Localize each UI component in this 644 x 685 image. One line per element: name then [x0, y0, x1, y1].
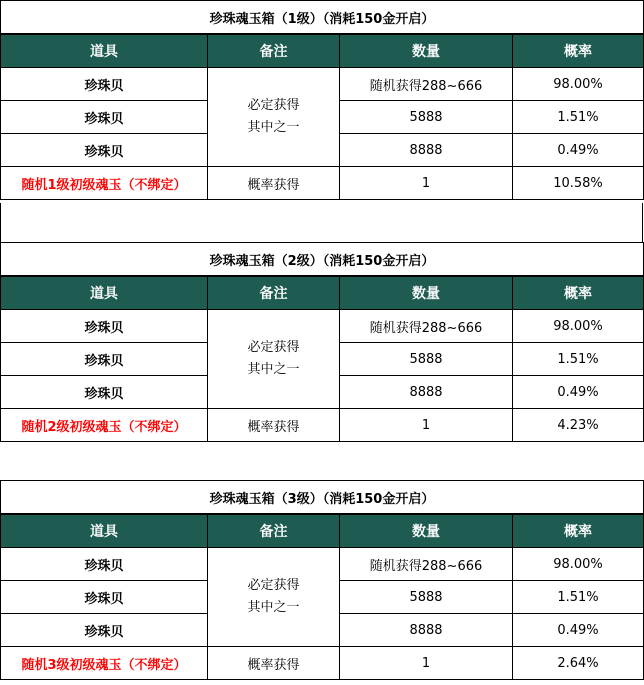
- header-note: 备注: [208, 514, 340, 548]
- note-line-2: 其中之一: [247, 120, 300, 135]
- header-quantity: 数量: [340, 514, 513, 548]
- header-probability: 概率: [513, 34, 644, 68]
- probability-cell: 0.49%: [513, 614, 644, 647]
- probability-cell: 98.00%: [513, 310, 644, 343]
- probability-cell: 0.49%: [513, 376, 644, 409]
- reward-table-1: [0, 0, 643, 200]
- note-line-1: 必定获得: [247, 340, 300, 355]
- note-cell: 概率获得: [208, 409, 340, 442]
- note-line-1: 必定获得: [247, 578, 300, 593]
- item-cell-special: 随机3级初级魂玉（不绑定）: [1, 647, 208, 680]
- table-row-special: [1, 647, 644, 680]
- header-note: 备注: [208, 34, 340, 68]
- header-quantity: 数量: [340, 276, 513, 310]
- header-note: 备注: [208, 276, 340, 310]
- note-cell: 概率获得: [208, 167, 340, 200]
- item-cell-special: 随机2级初级魂玉（不绑定）: [1, 409, 208, 442]
- quantity-cell: 随机获得288~666: [340, 548, 513, 581]
- note-line-2: 其中之一: [247, 362, 300, 377]
- table-title: 珍珠魂玉箱（3级）（消耗150金开启）: [1, 481, 644, 515]
- quantity-cell: 5888: [340, 581, 513, 614]
- header-probability: 概率: [513, 276, 644, 310]
- item-cell-special: 随机1级初级魂玉（不绑定）: [1, 167, 208, 200]
- note-line-2: 其中之一: [247, 600, 300, 615]
- table-row: [1, 310, 644, 343]
- probability-cell: 10.58%: [513, 167, 644, 200]
- item-cell: 珍珠贝: [1, 68, 208, 101]
- header-item: 道具: [1, 514, 208, 548]
- reward-table-3: [0, 480, 643, 680]
- table-row-special: [1, 167, 644, 200]
- quantity-cell: 8888: [340, 134, 513, 167]
- item-cell: 珍珠贝: [1, 614, 208, 647]
- quantity-cell: 1: [340, 647, 513, 680]
- note-cell: 概率获得: [208, 647, 340, 680]
- table-title: 珍珠魂玉箱（2级）（消耗150金开启）: [1, 243, 644, 277]
- quantity-cell: 随机获得288~666: [340, 310, 513, 343]
- quantity-cell: 1: [340, 409, 513, 442]
- probability-cell: 98.00%: [513, 68, 644, 101]
- quantity-cell: 8888: [340, 614, 513, 647]
- item-cell: 珍珠贝: [1, 581, 208, 614]
- probability-cell: 2.64%: [513, 647, 644, 680]
- probability-cell: 1.51%: [513, 581, 644, 614]
- probability-cell: 1.51%: [513, 343, 644, 376]
- table-row-special: [1, 409, 644, 442]
- header-quantity: 数量: [340, 34, 513, 68]
- reward-table-2: [0, 242, 643, 442]
- table-row: [1, 548, 644, 581]
- item-cell: 珍珠贝: [1, 343, 208, 376]
- item-cell: 珍珠贝: [1, 101, 208, 134]
- probability-cell: 1.51%: [513, 101, 644, 134]
- note-cell: [208, 548, 340, 647]
- probability-cell: 0.49%: [513, 134, 644, 167]
- item-cell: 珍珠贝: [1, 376, 208, 409]
- quantity-cell: 1: [340, 167, 513, 200]
- item-cell: 珍珠贝: [1, 134, 208, 167]
- note-line-1: 必定获得: [247, 98, 300, 113]
- probability-cell: 4.23%: [513, 409, 644, 442]
- probability-cell: 98.00%: [513, 548, 644, 581]
- item-cell: 珍珠贝: [1, 548, 208, 581]
- item-cell: 珍珠贝: [1, 310, 208, 343]
- header-item: 道具: [1, 276, 208, 310]
- quantity-cell: 8888: [340, 376, 513, 409]
- quantity-cell: 5888: [340, 343, 513, 376]
- quantity-cell: 5888: [340, 101, 513, 134]
- table-row: [1, 68, 644, 101]
- header-item: 道具: [1, 34, 208, 68]
- table-title: 珍珠魂玉箱（1级）（消耗150金开启）: [1, 1, 644, 35]
- header-probability: 概率: [513, 514, 644, 548]
- note-cell: [208, 310, 340, 409]
- quantity-cell: 随机获得288~666: [340, 68, 513, 101]
- table-separator: [0, 203, 643, 243]
- note-cell: [208, 68, 340, 167]
